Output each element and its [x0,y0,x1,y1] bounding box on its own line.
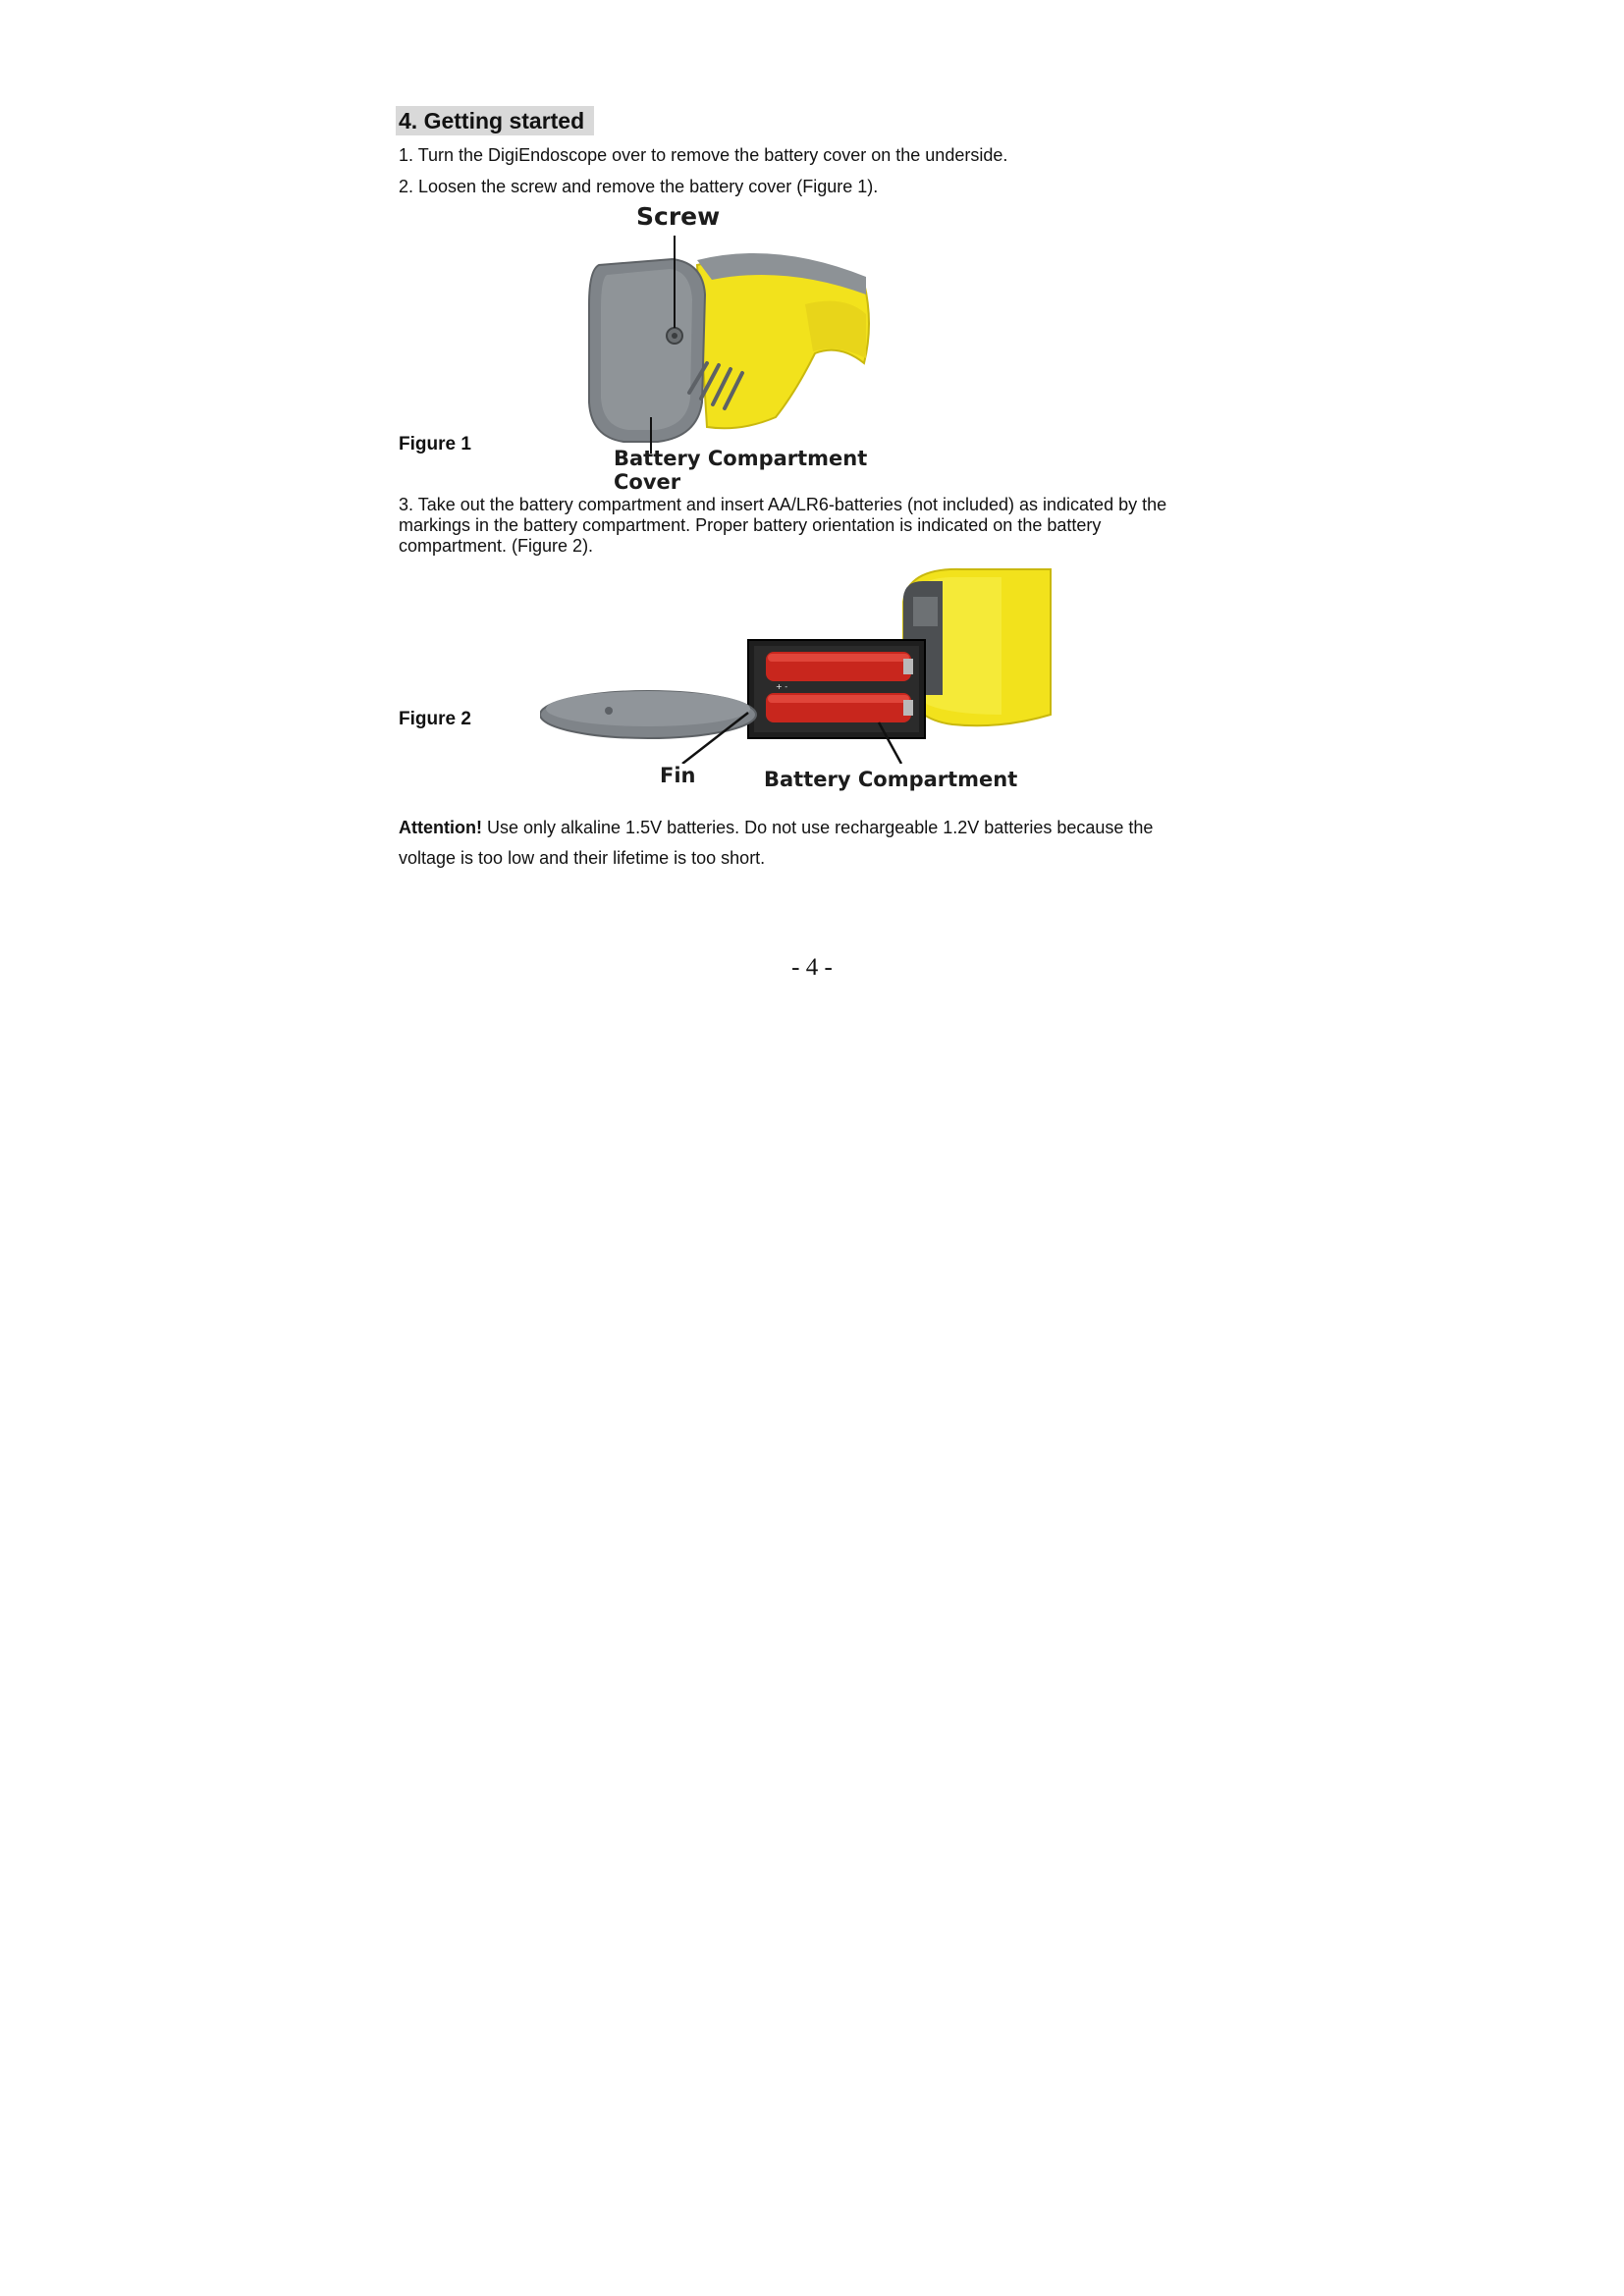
figure-1-label: Figure 1 [399,434,471,454]
attention-paragraph [399,813,1206,874]
step-3-text: 3. Take out the battery compartment and insert AA/LR6-batteries (not included) as indicated by the markings in the battery compartment. Proper battery orientation is indicated on the battery compartment. (Figure 2). [399,495,1167,556]
step-2-text: 2. Loosen the screw and remove the battery cover (Figure 1). [399,177,879,196]
battery-compartment-illustration [540,567,1060,764]
device-underside-illustration [579,236,884,454]
callout-battery-cover-line2: Cover [614,470,681,494]
callout-screw: Screw [636,202,721,231]
figure-2-label: Figure 2 [399,709,471,729]
svg-text:+ -: + - [776,682,788,691]
callout-fin: Fin [660,764,696,787]
attention-lead: Attention! [399,818,482,837]
section-heading: 4. Getting started [396,106,594,135]
callout-battery-compartment: Battery Compartment [764,768,1018,791]
callout-battery-cover-line1: Battery Compartment [614,447,868,470]
attention-text: Use only alkaline 1.5V batteries. Do not use rechargeable 1.2V batteries because the voltage is too low and their lifetime is too short. [399,818,1154,868]
step-1-text: 1. Turn the DigiEndoscope over to remove the battery cover on the underside. [399,145,1008,165]
page-number: - 4 - [791,954,833,981]
